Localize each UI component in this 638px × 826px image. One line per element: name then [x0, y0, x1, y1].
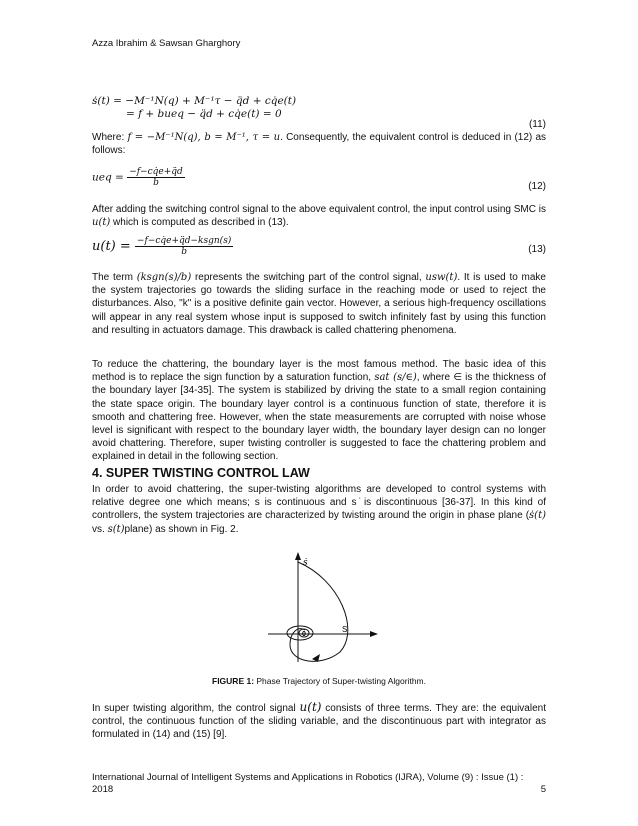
- after-text-b: which is computed as described in (13).: [110, 217, 289, 229]
- st-text-c: plane) as shown in Fig. 2.: [124, 523, 239, 535]
- term-math-1: (ksgn(s)/b): [136, 272, 192, 283]
- eq12-lhs: ueq =: [92, 171, 124, 184]
- phase-trajectory-figure: [250, 540, 390, 670]
- footer-journal: International Journal of Intelligent Systems and Applications in Robotics (IJRA), Volume (9) : Issue (1) :: [92, 772, 524, 783]
- st-text-a: In order to avoid chattering, the super-twisting algorithms are developed to control systems with relative degree one which means; s is continuous and s˙is discontinuous [36-37]. In this kind of controllers, the system trajectories are characterized by twisting around the origin in phase plane (: [92, 484, 546, 522]
- paragraph-three-terms: [92, 701, 546, 742]
- section-heading: 4. SUPER TWISTING CONTROL LAW: [92, 466, 310, 480]
- eq13: [92, 236, 233, 257]
- trajectory-curve: [290, 562, 348, 661]
- figure-caption: [92, 676, 546, 686]
- y-axis-arrow: [295, 552, 301, 560]
- x-axis-label: S: [342, 625, 348, 634]
- eq12-number: (12): [528, 181, 546, 192]
- caption-text: Phase Trajectory of Super-twisting Algorithm.: [254, 676, 426, 686]
- reduce-text-a: To reduce the chattering, the boundary layer is the most famous method. The basic idea of this method is to replace the sign function by a saturation function,: [92, 359, 546, 384]
- st-math-2: s(t): [107, 523, 125, 535]
- page-number: 5: [540, 784, 546, 795]
- after-text-a: After adding the switching control signal to the above equivalent control, the input control using SMC is: [92, 204, 546, 215]
- eq12-fraction: [127, 167, 185, 188]
- where-rest: . Consequently, the equivalent control is deduced in (12) as follows:: [92, 132, 547, 157]
- footer-year: 2018: [92, 784, 114, 795]
- after-math: u(t): [92, 217, 111, 229]
- eq12-denominator: b: [153, 178, 159, 188]
- x-axis-arrow: [370, 631, 378, 637]
- last-text-b: consists of three terms. They are: the equivalent control, the continuous function of the sliding variable, and the discontinuous part with integrator as formulated in (14) and (15) [9].: [92, 703, 546, 741]
- eq11-line1: ṡ(t) = −M⁻¹N(q) + M⁻¹τ − q̈d + cq̇e(t): [92, 95, 297, 107]
- eq13-denominator: b: [181, 247, 187, 257]
- reduce-math: sat (s/∈): [374, 372, 417, 384]
- term-text-b: represents the switching part of the control signal,: [191, 272, 426, 283]
- last-math: u(t): [299, 700, 322, 714]
- eq13-fraction: [135, 236, 233, 257]
- eq11-number: (11): [528, 119, 546, 130]
- paragraph-switching-term: [92, 271, 546, 337]
- paragraph-after-adding: [92, 203, 546, 229]
- where-math: f = −M⁻¹N(q), b = M⁻¹, τ = u: [127, 132, 281, 143]
- running-header: Azza Ibrahim & Sawsan Gharghory: [92, 38, 241, 49]
- term-math-2: usw(t): [425, 272, 458, 283]
- eq13-number: (13): [528, 244, 546, 255]
- last-text-a: In super twisting algorithm, the control signal: [92, 703, 300, 714]
- term-text-a: The term: [92, 272, 137, 283]
- eq13-lhs: u(t) =: [92, 239, 131, 254]
- origin-label: 0: [302, 631, 306, 638]
- reduce-text-b: , where ∈ is the thickness of the boundary layer [34-35]. The system is stabilized by driving the state to a small region containing the state space origin. The boundary layer control is a continuous function of state, therefore it is smooth and chattering free. However, when the state measurements are corrupted with noise whose level is significant with respect to the boundary layer width, the boundary layer design can no longer avoid chattering. Therefore, super twisting controller is suggested to face the chattering problem and explained in detail in the following section.: [92, 372, 547, 463]
- st-text-b: vs.: [92, 523, 108, 535]
- paragraph-boundary-layer: [92, 358, 546, 464]
- where-lead: Where:: [92, 132, 125, 143]
- eq12: [92, 167, 185, 188]
- eq12-numerator: −f−cq̇e+q̈d: [129, 167, 183, 177]
- paragraph-super-twisting: [92, 483, 546, 536]
- eq13-numerator: −f−cq̇e+q̈d−ksgn(s): [136, 236, 232, 246]
- eq11-line2: = f + bueq − q̈d + cq̇e(t) = 0: [126, 108, 282, 120]
- caption-label: FIGURE 1:: [212, 676, 255, 686]
- term-text-c: . It is used to make the system trajectories go towards the sliding surface in the reaching mode or used to reject the disturbances. Also, "k" is a positive definite gain vector. However, a serious high-frequency oscillations will appear in any real system whose input is supposed to switch infinitely fast by using this function and resulting in actuators damage. This drawback is called chattering phenomena.: [92, 272, 546, 336]
- paragraph-where: [92, 131, 546, 157]
- st-math-1: ṡ(t): [529, 510, 546, 522]
- y-axis-label: ṡ: [303, 558, 308, 568]
